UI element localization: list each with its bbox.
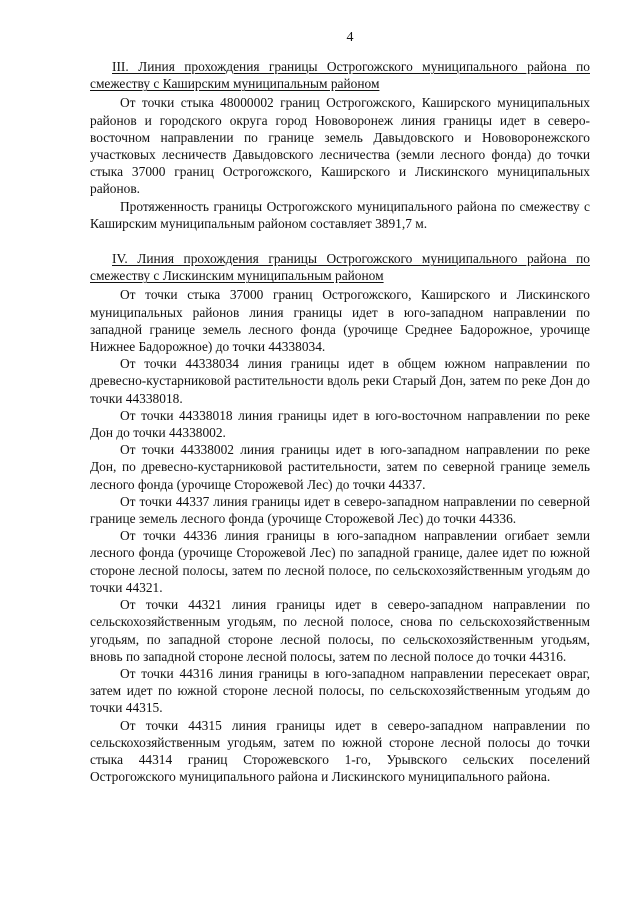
paragraph: От точки 44338002 линия границы идет в юго-западном направлении по реке Дон, по древесно-кустарниковой растительности, затем по северной границе земель лесного фонда (урочище Сторожевой Лес) до точки 44337. (90, 442, 590, 492)
section-heading: III. Линия прохождения границы Острогожского муниципального района по смежеству с Каширским муниципальным районом (90, 59, 590, 92)
section-iii (90, 58, 590, 232)
paragraph: От точки 44321 линия границы идет в северо-западном направлении по сельскохозяйственным угодьям, по лесной полосе, снова по сельскохозяйственным угодьям, по западной стороне лесной полосы, по сельскохозяйственным угодьям, вновь по западной стороне лесной полосы, затем по лесной полосе до точки 44316. (90, 597, 590, 664)
section-iv (90, 250, 590, 785)
paragraph: От точки 44338034 линия границы идет в общем южном направлении по древесно-кустарниковой растительности вдоль реки Старый Дон, затем по реке Дон до точки 44338018. (90, 356, 590, 406)
page-number: 4 (346, 30, 354, 45)
paragraph: От точки стыка 48000002 границ Острогожского, Каширского муниципальных районов и городского округа город Нововоронеж линия границы идет в северо-восточном направлении по границе земель Давыдовского и Нововоронежского участковых лесничеств Давыдовского лесничества (земли лесного фонда) до точки стыка 37000 границ Острогожского, Каширского и Лискинского муниципальных районов. (90, 95, 590, 197)
paragraph: Протяженность границы Острогожского муниципального района по смежеству с Каширским муниципальным районом составляет 3891,7 м. (90, 198, 590, 231)
paragraph: От точки 44336 линия границы в юго-западном направлении огибает земли лесного фонда (урочище Сторожевой Лес) по западной границе, далее идет по южной стороне лесной полосы, затем по лесной полосе, по сельскохозяйственным угодьям до точки 44321. (90, 528, 590, 595)
paragraph: От точки 44338018 линия границы идет в юго-восточном направлении по реке Дон до точки 44338002. (90, 407, 590, 441)
paragraph: От точки стыка 37000 границ Острогожского, Каширского и Лискинского муниципальных районов линия границы идет в юго-западном направлении по западной границе земель лесного фонда (урочище Среднее Бадорожное, урочище Нижнее Бадорожное) до точки 44338034. (90, 287, 590, 355)
section-heading: IV. Линия прохождения границы Острогожского муниципального района по смежеству с Лискинским муниципальным районом (90, 251, 590, 284)
paragraph: От точки 44337 линия границы идет в северо-западном направлении по северной границе земель лесного фонда (урочище Сторожевой Лес) до точки 44336. (90, 493, 590, 527)
paragraph: От точки 44315 линия границы идет в северо-западном направлении по сельскохозяйственным угодьям, затем по южной стороне лесной полосы до точки стыка 44314 границ Сторожевского 1-го, Урывского сельских поселений Острогожского муниципального района и Лискинского муниципального района. (90, 717, 590, 785)
paragraph: От точки 44316 линия границы в юго-западном направлении пересекает овраг, затем идет по южной стороне лесной полосы, по сельскохозяйственным угодьям до точки 44315. (90, 665, 590, 716)
